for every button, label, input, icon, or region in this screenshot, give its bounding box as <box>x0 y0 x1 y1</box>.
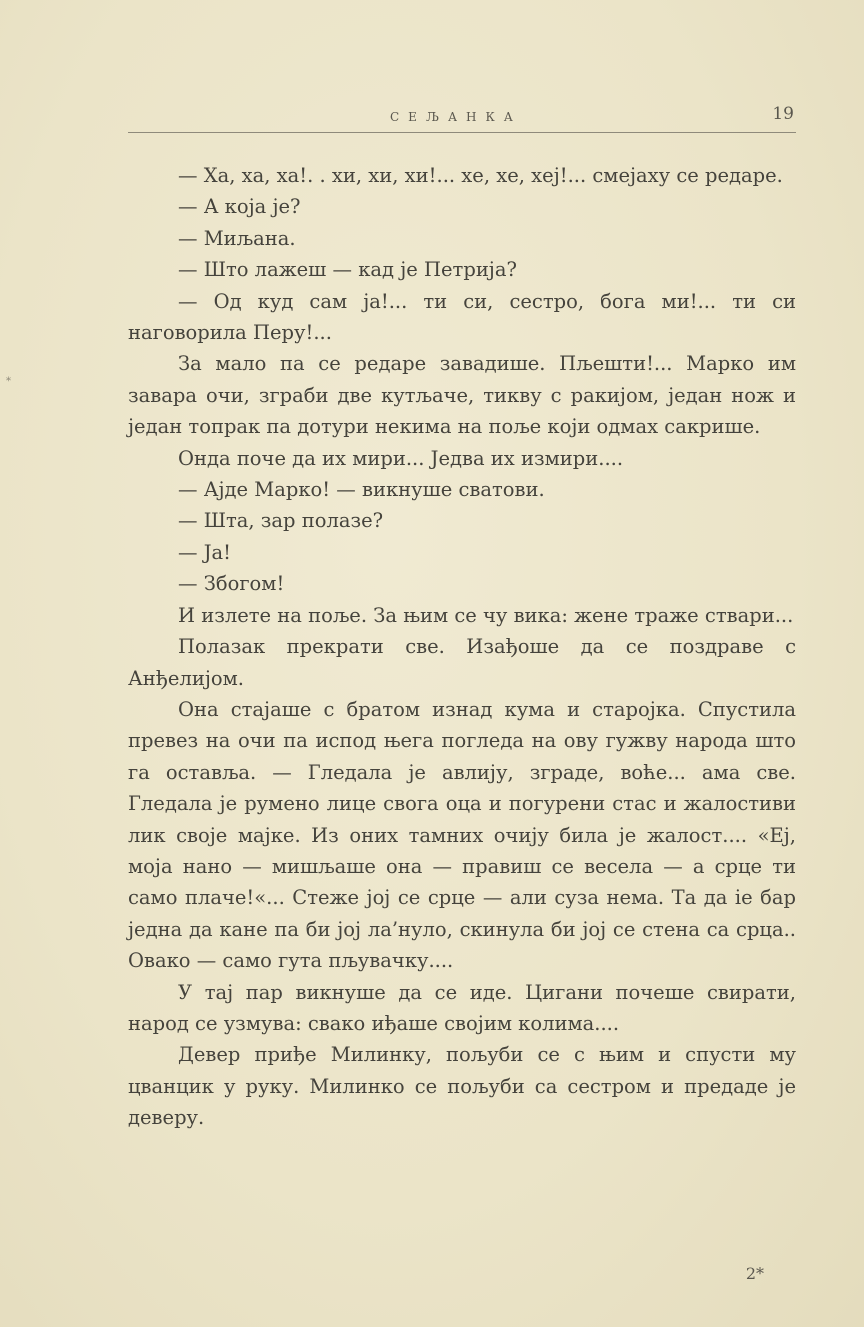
paragraph: — Што лажеш — кад је Петрија? <box>178 258 517 282</box>
paragraph: За мало па се редаре завадише. Пљешти!... Марко им завара очи, зграби две кутљаче, тикву с ракијом, један нож и један топрак па дотури некима на поље који одмах сакрише. <box>128 352 796 439</box>
paragraph: — Збогом! <box>178 572 285 596</box>
paragraph: Она стајаше с братом изнад кума и старојка. Спустила превез на очи па испод њега погледа на ову гужву народа што га оставља. — Гледала је авлију, зграде, воће... ама све. Гледала је румено лице свога оца и погурени стас и жалостиви лик своје мајке. Из оних тамних очију била је жалост.... «Еј, моја нано — мишљаше она — правиш се весела — а срце ти само плаче!«... Стеже јој се срце — али суза нема. Та да іе бар једна да кане па би јој ла’нуло, скинула би јој се стена са срца.. Овако — само гута пљувачку.... <box>128 697 796 973</box>
paragraph: — Ха, ха, ха!. . хи, хи, хи!... хе, хе, хеј!... смејаху се редаре. <box>178 164 783 187</box>
paragraph: У тај пар викнуше да се иде. Цигани почеше свирати, народ се узмува: свако иђаше својим колима.... <box>128 980 796 1035</box>
margin-mark: * <box>6 376 11 387</box>
running-title: СЕЉАНКА <box>390 110 522 124</box>
paragraph: — Ајде Марко! — викнуше сватови. <box>178 478 545 502</box>
paragraph: — А која је? <box>178 195 301 219</box>
page-number: 19 <box>772 104 794 124</box>
paragraph: Онда поче да их мири... Једва их измири.... <box>178 446 624 470</box>
page-header <box>128 104 796 133</box>
paragraph: Девер приђе Милинку, пољуби се с њим и спусти му цванцик у руку. Милинко се пољуби са сестром и предаде је деверу. <box>128 1043 796 1130</box>
signature-mark: 2* <box>745 1264 764 1283</box>
paragraph: И излете на поље. За њим се чу вика: жене траже ствари... <box>178 603 794 627</box>
paragraph: — Миљана. <box>178 226 296 250</box>
paragraph: — Од куд сам ја!... ти си, сестро, бога ми!... ти си наговорила Перу!... <box>128 289 796 345</box>
paragraph: Полазак прекрати све. Изађоше да се поздраве с Анђелијом. <box>128 635 796 690</box>
paragraph: — Ја! <box>178 540 231 564</box>
body-text <box>128 160 796 1134</box>
paragraph: — Шта, зар полазе? <box>178 509 384 533</box>
